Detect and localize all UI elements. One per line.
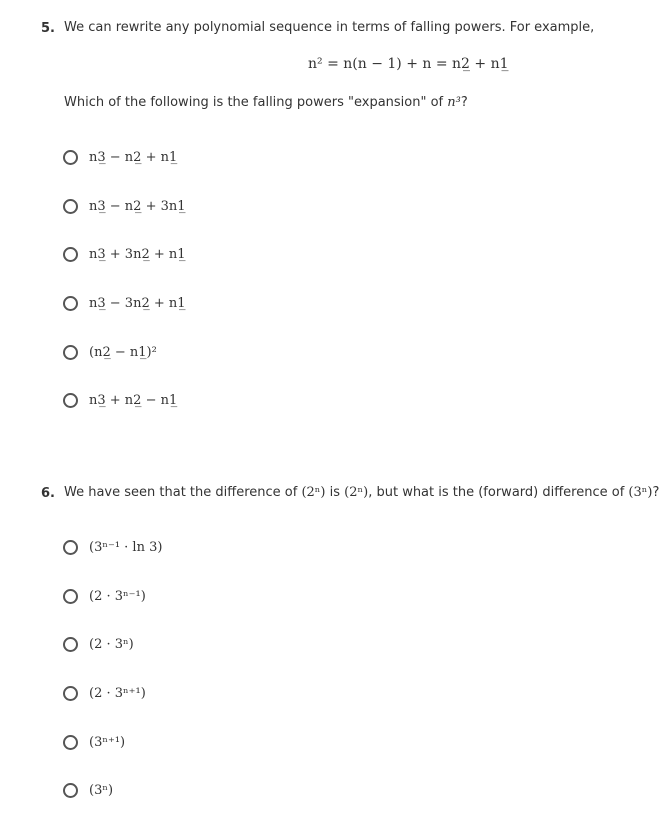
option-label: n3̲ − n2̲ + n1̲ xyxy=(89,149,178,165)
q6-option-2[interactable] xyxy=(63,585,146,607)
question-5-example-equation xyxy=(308,56,509,72)
prompt-text-before: Which of the following is the falling powers "expansion" of xyxy=(64,95,448,110)
question-5-number: 5. xyxy=(41,21,55,36)
radio-button[interactable] xyxy=(63,783,78,798)
option-label: (3ⁿ⁺¹) xyxy=(89,734,126,750)
radio-button[interactable] xyxy=(63,296,78,311)
q6-option-4[interactable] xyxy=(63,682,146,704)
option-label: (2 · 3ⁿ⁻¹) xyxy=(89,588,146,604)
radio-button[interactable] xyxy=(63,345,78,360)
q6-option-3[interactable] xyxy=(63,633,134,655)
prompt-math-n3: n³ xyxy=(447,95,461,110)
q6-math-b: (2ⁿ) xyxy=(344,485,369,500)
option-label: (n2̲ − n1̲)² xyxy=(89,344,157,360)
question-6-text xyxy=(64,485,659,500)
option-label: n3̲ − 3n2̲ + n1̲ xyxy=(89,295,186,311)
q5-option-1[interactable] xyxy=(63,146,177,168)
q6-math-a: (2ⁿ) xyxy=(301,485,326,500)
radio-button[interactable] xyxy=(63,150,78,165)
radio-button[interactable] xyxy=(63,199,78,214)
q6-option-1[interactable] xyxy=(63,536,162,558)
q5-option-3[interactable] xyxy=(63,243,186,265)
q5-option-4[interactable] xyxy=(63,292,186,314)
q6-option-5[interactable] xyxy=(63,731,125,753)
option-label: (2 · 3ⁿ) xyxy=(89,636,134,652)
q5-option-6[interactable] xyxy=(63,389,177,411)
option-label: (3ⁿ) xyxy=(89,782,114,798)
radio-button[interactable] xyxy=(63,735,78,750)
q6-text-d: ? xyxy=(652,485,659,500)
option-label: n3̲ − n2̲ + 3n1̲ xyxy=(89,198,186,214)
q5-option-5[interactable] xyxy=(63,341,157,363)
radio-button[interactable] xyxy=(63,393,78,408)
radio-button[interactable] xyxy=(63,686,78,701)
q6-option-6[interactable] xyxy=(63,779,113,801)
option-label: n3̲ + n2̲ − n1̲ xyxy=(89,392,178,408)
option-label: (3ⁿ⁻¹ · ln 3) xyxy=(89,539,163,555)
prompt-text-after: ? xyxy=(460,95,468,110)
option-label: (2 · 3ⁿ⁺¹) xyxy=(89,685,146,701)
option-label: n3̲ + 3n2̲ + n1̲ xyxy=(89,246,186,262)
question-6-number: 6. xyxy=(41,486,55,501)
q6-text-c: , but what is the (forward) difference of xyxy=(368,485,629,500)
question-5-prompt xyxy=(64,95,468,110)
radio-button[interactable] xyxy=(63,540,78,555)
radio-button[interactable] xyxy=(63,637,78,652)
radio-button[interactable] xyxy=(63,589,78,604)
q5-option-2[interactable] xyxy=(63,195,186,217)
example-equation-text: n² = n(n − 1) + n = n2̲ + n1̲ xyxy=(308,56,509,72)
q6-math-c: (3ⁿ) xyxy=(628,485,653,500)
q6-text-a: We have seen that the difference of xyxy=(64,485,302,500)
question-5-intro: We can rewrite any polynomial sequence in terms of falling powers. For example, xyxy=(64,20,595,35)
q6-text-b: is xyxy=(325,485,345,500)
radio-button[interactable] xyxy=(63,247,78,262)
